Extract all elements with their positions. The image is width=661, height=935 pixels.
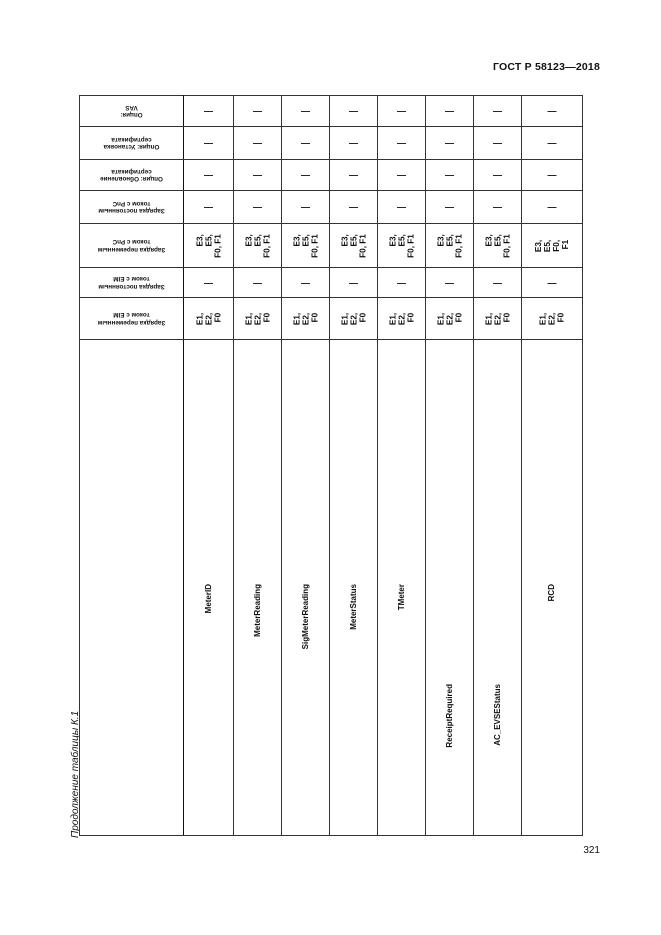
table-cell — [522, 127, 583, 160]
parameter-cell — [378, 340, 426, 836]
code-value: E1, E2, F0 — [243, 312, 272, 325]
table-cell — [378, 191, 426, 224]
code-value: E3, E5, F0, F1 — [291, 233, 320, 258]
row-header-label: Зарядка постоянным током с PnC — [98, 200, 165, 215]
dash-value: — — [445, 170, 454, 180]
dash-value: — — [253, 138, 262, 148]
parameter-name: MeterID — [203, 583, 213, 613]
dash-value: — — [445, 202, 454, 212]
dash-value: — — [397, 170, 406, 180]
table-cell — [330, 268, 378, 298]
dash-value: — — [445, 138, 454, 148]
code-value: E3, E5, F0, F1 — [387, 233, 416, 258]
table-cell — [184, 224, 234, 268]
table-cell — [234, 191, 282, 224]
table-cell — [234, 127, 282, 160]
row-header-cell — [80, 224, 184, 268]
table-cell — [378, 127, 426, 160]
table-cell — [184, 268, 234, 298]
dash-value: — — [493, 170, 502, 180]
table-cell — [522, 268, 583, 298]
table-cell — [426, 191, 474, 224]
parameter-name: MeterReading — [252, 583, 262, 637]
table-cell — [378, 160, 426, 191]
table-row — [80, 298, 583, 340]
table-cell — [474, 160, 522, 191]
table-cell — [426, 224, 474, 268]
page-number: 321 — [583, 845, 600, 856]
table-cell — [184, 160, 234, 191]
parameter-cell — [426, 340, 474, 836]
table-cell — [378, 268, 426, 298]
table-cell — [378, 224, 426, 268]
table-cell — [282, 191, 330, 224]
parameter-cell — [282, 340, 330, 836]
dash-value: — — [204, 138, 213, 148]
table-cell — [474, 268, 522, 298]
table-cell — [426, 268, 474, 298]
dash-value: — — [493, 202, 502, 212]
table-cell — [282, 127, 330, 160]
table-caption: Продолжение таблицы К.1 — [70, 710, 81, 838]
dash-value: — — [204, 202, 213, 212]
code-value: E3, E5, F0, F1 — [339, 233, 368, 258]
dash-value: — — [301, 138, 310, 148]
table-cell — [474, 224, 522, 268]
parameter-name: ReceiptRequired — [444, 683, 454, 748]
code-value: E3, E5, F0, F1 — [194, 233, 223, 258]
table-cell — [426, 298, 474, 340]
dash-value: — — [204, 106, 213, 116]
table-cell — [234, 96, 282, 127]
dash-value: — — [349, 277, 358, 288]
dash-value: — — [349, 138, 358, 148]
table-cell — [474, 298, 522, 340]
code-value: E1, E2, F0 — [291, 312, 320, 325]
table-cell — [522, 96, 583, 127]
row-header-cell — [80, 298, 184, 340]
dash-value: — — [301, 170, 310, 180]
dash-value: — — [397, 138, 406, 148]
table-k1 — [79, 95, 583, 836]
table-cell — [522, 298, 583, 340]
row-header-label: Опция: Установка сертификата — [103, 136, 160, 151]
table-cell — [474, 96, 522, 127]
table-cell — [330, 96, 378, 127]
row-header-label: Зарядка постоянным током с EIM — [98, 275, 165, 290]
code-value: E3, E5, F0, F1 — [243, 233, 272, 258]
table-cell — [330, 298, 378, 340]
dash-value: — — [204, 170, 213, 180]
row-header-label: Зарядка переменным током с PnC — [97, 238, 166, 253]
table-cell — [282, 268, 330, 298]
code-value: E1, E2, F0 — [435, 312, 464, 325]
table-cell — [378, 96, 426, 127]
parameter-cell — [522, 340, 583, 836]
code-value: E1, E2, F0 — [387, 312, 416, 325]
dash-value: — — [397, 106, 406, 116]
dash-value: — — [547, 202, 557, 212]
dash-value: — — [397, 202, 406, 212]
dash-value: — — [204, 277, 213, 288]
row-header-cell — [80, 268, 184, 298]
table-cell — [234, 224, 282, 268]
dash-value: — — [253, 106, 262, 116]
table-cell — [234, 160, 282, 191]
table-cell — [184, 191, 234, 224]
dash-value: — — [253, 277, 262, 288]
table-cell — [184, 298, 234, 340]
code-value: E1, E2, F0 — [538, 312, 566, 325]
table-cell — [184, 127, 234, 160]
table-cell — [330, 224, 378, 268]
code-value: E3, E5, F0, F1 — [533, 239, 571, 252]
table-cell — [234, 268, 282, 298]
dash-value: — — [445, 277, 454, 288]
row-header-cell — [80, 127, 184, 160]
table-cell — [474, 191, 522, 224]
table-cell — [282, 160, 330, 191]
table-cell — [282, 96, 330, 127]
code-value: E3, E5, F0, F1 — [435, 233, 464, 258]
table-cell — [426, 127, 474, 160]
table-cell — [522, 191, 583, 224]
parameter-name: AC_EVSEStatus — [492, 683, 502, 746]
dash-value: — — [301, 202, 310, 212]
dash-value: — — [253, 202, 262, 212]
parameter-name: SigMeterReading — [300, 583, 310, 649]
table-row — [80, 224, 583, 268]
dash-value: — — [349, 106, 358, 116]
dash-value: — — [493, 106, 502, 116]
code-value: E1, E2, F0 — [339, 312, 368, 325]
dash-value: — — [547, 277, 557, 288]
row-header-label: Опция: VAS — [120, 104, 143, 119]
table-cell — [282, 224, 330, 268]
dash-value: — — [445, 106, 454, 116]
code-value: E3, E5, F0, F1 — [483, 233, 512, 258]
dash-value: — — [493, 138, 502, 148]
table-cell — [234, 298, 282, 340]
dash-value: — — [253, 170, 262, 180]
dash-value: — — [547, 138, 557, 148]
table-row — [80, 191, 583, 224]
parameter-cell — [234, 340, 282, 836]
code-value: E1, E2, F0 — [194, 312, 223, 325]
document-standard-header: ГОСТ Р 58123—2018 — [492, 61, 600, 73]
table-cell — [522, 224, 583, 268]
table-cell — [426, 160, 474, 191]
parameter-name: MeterStatus — [348, 583, 358, 630]
table-cell — [474, 127, 522, 160]
table-cell — [426, 96, 474, 127]
parameter-cell — [184, 340, 234, 836]
parameter-row — [80, 340, 583, 836]
row-header-label: Зарядка переменным током с EIM — [97, 311, 166, 326]
row-header-cell — [80, 96, 184, 127]
parameter-name: RCD — [547, 583, 556, 601]
dash-value: — — [547, 106, 557, 116]
parameter-name: TMeter — [396, 583, 406, 610]
table-cell — [330, 127, 378, 160]
table-cell — [522, 160, 583, 191]
dash-value: — — [493, 277, 502, 288]
code-value: E1, E2, F0 — [483, 312, 512, 325]
dash-value: — — [349, 170, 358, 180]
parameter-cell — [474, 340, 522, 836]
dash-value: — — [547, 170, 557, 180]
row-header-cell — [80, 160, 184, 191]
table-row — [80, 96, 583, 127]
table-cell — [378, 298, 426, 340]
table-row — [80, 268, 583, 298]
row-header-cell — [80, 191, 184, 224]
table-cell — [330, 191, 378, 224]
table-cell — [330, 160, 378, 191]
dash-value: — — [349, 202, 358, 212]
table-row — [80, 127, 583, 160]
parameter-cell — [330, 340, 378, 836]
dash-value: — — [301, 106, 310, 116]
dash-value: — — [301, 277, 310, 288]
table-row — [80, 160, 583, 191]
empty-corner-cell — [80, 340, 184, 836]
dash-value: — — [397, 277, 406, 288]
table-cell — [184, 96, 234, 127]
table-cell — [282, 298, 330, 340]
row-header-label: Опция: Обновление сертификата — [100, 168, 163, 183]
